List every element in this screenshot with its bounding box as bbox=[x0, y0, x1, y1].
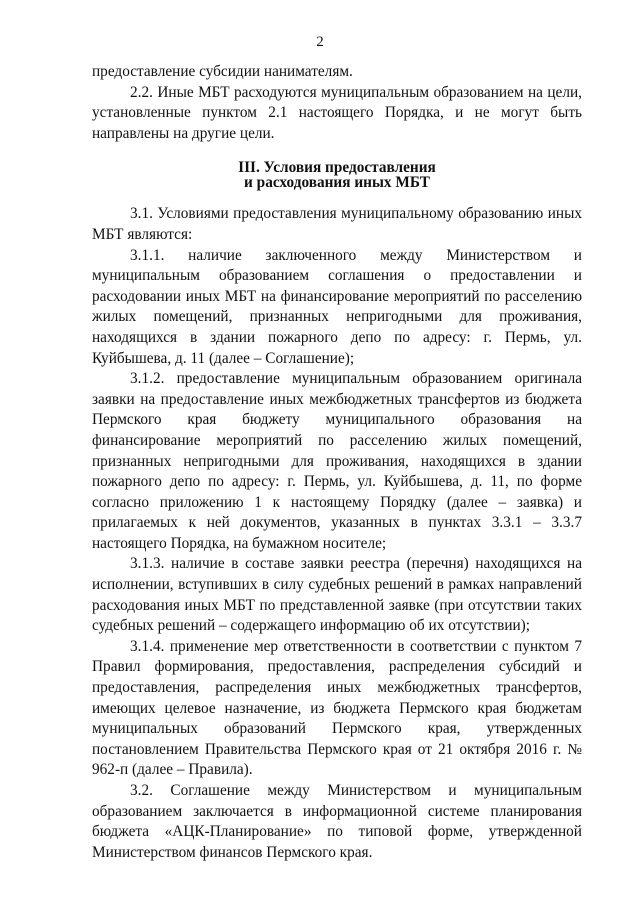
paragraph-3-1: 3.1. Условиями предоставления муниципальному образованию иных МБТ являются: bbox=[92, 205, 582, 243]
section-heading bbox=[92, 160, 582, 190]
document-body bbox=[92, 62, 582, 863]
section-heading-line-1: III. Условия предоставления bbox=[238, 159, 436, 177]
paragraph-3-1-4: 3.1.4. применение мер ответственности в соответствии с пунктом 7 Правил формирования, предоставления, распределения субсидий и предоставления, распределения иных межбюджетных трансфертов, имеющих целевое назначение, из бюджета Пермского края бюджетам муниципальных образований Пермского края, утвержденных постановлением Правительства Пермского края от 21 октября 2016 г. № 962-п (далее – Правила). bbox=[92, 637, 582, 779]
paragraph-continuation: предоставление субсидии нанимателям. bbox=[92, 63, 353, 80]
paragraph-2-2: 2.2. Иные МБТ расходуются муниципальным образованием на цели, установленные пунктом 2.1 настоящего Порядка, и не могут быть направлены на другие цели. bbox=[92, 83, 582, 142]
paragraph-3-1-2: 3.1.2. предоставление муниципальным образованием оригинала заявки на предоставление иных межбюджетных трансфертов из бюджета Пермского края бюджету муниципального образования на финансирование мероприятий по расселению жилых помещений, признанных непригодными для проживания, находящихся в здании пожарного депо по адресу: г. Пермь, ул. Куйбышева, д. 11, по форме согласно приложению 1 к настоящему Порядку (далее – заявка) и прилагаемых к ней документов, указанных в пунктах 3.3.1 – 3.3.7 настоящего Порядка, на бумажном носителе; bbox=[92, 370, 582, 552]
paragraph-3-2: 3.2. Соглашение между Министерством и муниципальным образованием заключается в информационной системе планирования бюджета «АЦК-Планирование» по типовой форме, утвержденной Министерством финансов Пермского края. bbox=[92, 782, 582, 861]
page-number: 2 bbox=[316, 34, 324, 50]
paragraph-3-1-3: 3.1.3. наличие в составе заявки реестра (перечня) находящихся на исполнении, вступивших в силу судебных решений в рамках направлений расходования иных МБТ по представленной заявке (при отсутствии таких судебных решений – содержащего информацию об их отсутствии); bbox=[92, 555, 582, 635]
section-heading-line-2: и расходования иных МБТ bbox=[244, 174, 430, 192]
paragraph-3-1-1: 3.1.1. наличие заключенного между Министерством и муниципальным образованием соглашения о предоставлении и расходовании иных МБТ на финансирование мероприятий по расселению жилых помещений, признанных непригодными для проживания, находящихся в здании пожарного депо по адресу: г. Пермь, ул. Куйбышева, д. 11 (далее – Соглашение); bbox=[92, 246, 582, 367]
